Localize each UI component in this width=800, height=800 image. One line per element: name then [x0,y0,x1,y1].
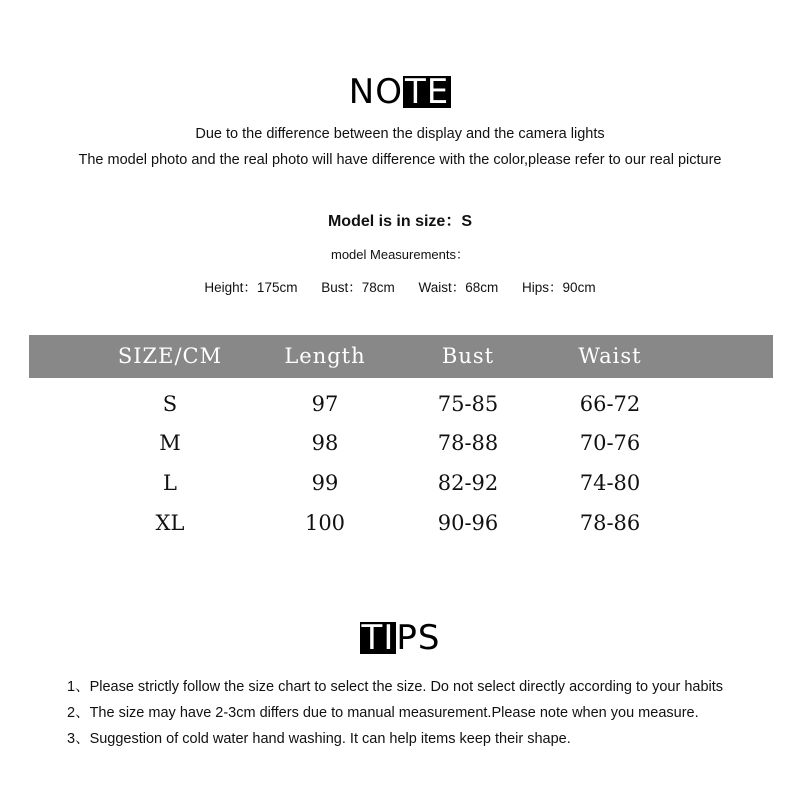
cell-waist: 66-72 [579,392,641,416]
size-table-header [29,335,773,378]
cell-waist: 74-80 [579,471,641,495]
header-waist: Waist [578,344,642,368]
header-length: Length [284,344,366,368]
cell-bust: 90-96 [437,511,499,535]
tip-item: 1、Please strictly follow the size chart to select the size. Do not select directly according to your habits [67,679,724,695]
header-size: SIZE/CM [117,344,223,368]
tip-item: 2、The size may have 2-3cm differs due to manual measurement.Please note when you measure. [67,705,699,721]
tips-heading-plain: PS [396,618,441,658]
header-bust: Bust [441,344,495,368]
note-heading [0,72,800,112]
model-measurements-label: model Measurements： [331,247,469,262]
model-bust: Bust：78cm [321,280,395,295]
cell-length: 98 [311,431,339,455]
cell-size: L [163,471,177,495]
model-hips: Hips：90cm [522,280,596,295]
cell-size: S [162,392,178,416]
cell-length: 97 [311,392,339,416]
cell-size: XL [155,511,185,535]
cell-waist: 78-86 [579,511,641,535]
note-line-2: The model photo and the real photo will have difference with the color,please refer to our real picture [78,152,722,168]
model-waist: Waist：68cm [418,280,499,295]
tips-heading-inverted: TI [361,618,395,658]
cell-length: 100 [304,511,346,535]
note-line-1: Due to the difference between the display and the camera lights [195,126,605,142]
cell-size: M [159,431,181,455]
model-height: Height：175cm [204,280,298,295]
note-heading-plain: NO [348,72,403,112]
cell-bust: 78-88 [437,431,499,455]
model-measurements-row [0,276,800,296]
model-size-text: Model is in size：S [327,213,473,230]
cell-bust: 75-85 [437,392,499,416]
cell-length: 99 [311,471,339,495]
tips-heading [0,618,800,658]
tip-item: 3、Suggestion of cold water hand washing. It can help items keep their shape. [67,731,571,747]
cell-bust: 82-92 [437,471,499,495]
cell-waist: 70-76 [579,431,641,455]
note-heading-inverted: TE [404,72,450,112]
